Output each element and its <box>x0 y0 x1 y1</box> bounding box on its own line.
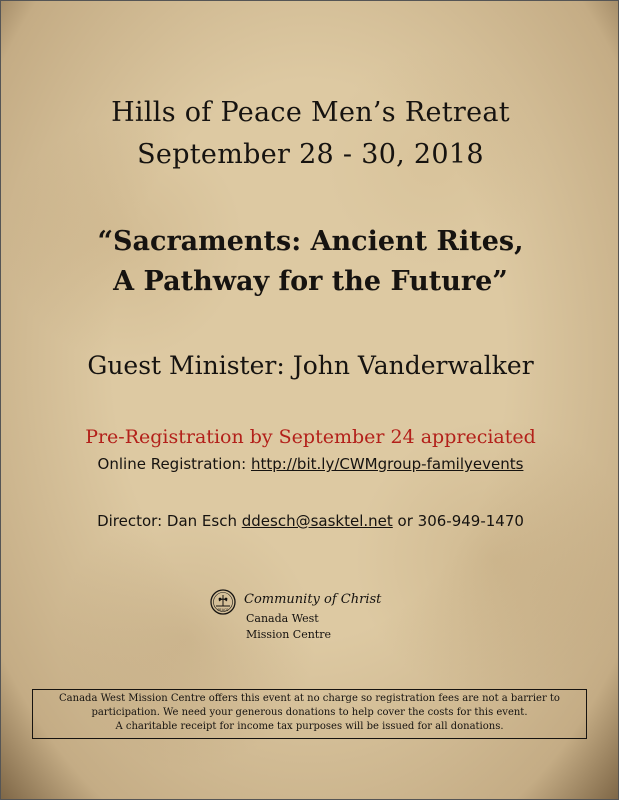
pre-registration-note: Pre-Registration by September 24 appreciated <box>85 426 536 448</box>
director-label: Director: Dan Esch <box>97 512 242 530</box>
registration-link[interactable]: http://bit.ly/CWMgroup-familyevents <box>250 455 524 473</box>
organization-name: Community of Christ <box>244 592 382 607</box>
director-contact <box>1 512 619 530</box>
organization-region: Canada West <box>246 612 319 625</box>
notice-line-1: Canada West Mission Centre offers this event at no charge so registration fees are not a barrier to <box>59 693 560 704</box>
theme-line-2: A Pathway for the Future” <box>113 266 508 297</box>
community-of-christ-seal-icon <box>210 589 236 615</box>
event-title: Hills of Peace Men’s Retreat <box>111 97 510 128</box>
guest-minister: Guest Minister: John Vanderwalker <box>87 351 534 380</box>
theme-line-1: “Sacraments: Ancient Rites, <box>97 226 524 257</box>
donation-notice-box <box>32 689 587 739</box>
seal-text: PEACE <box>217 608 229 612</box>
organization-centre: Mission Centre <box>246 628 331 641</box>
online-registration-label: Online Registration: <box>97 455 251 473</box>
notice-line-3: A charitable receipt for income tax purposes will be issued for all donations. <box>115 721 504 732</box>
director-email-link[interactable]: ddesch@sasktel.net <box>241 512 393 530</box>
director-phone: or 306-949-1470 <box>392 512 524 530</box>
online-registration <box>1 455 619 473</box>
notice-line-2: participation. We need your generous donations to help cover the costs for this event. <box>91 707 528 718</box>
organization-logo <box>210 589 400 659</box>
event-dates: September 28 - 30, 2018 <box>137 139 484 170</box>
